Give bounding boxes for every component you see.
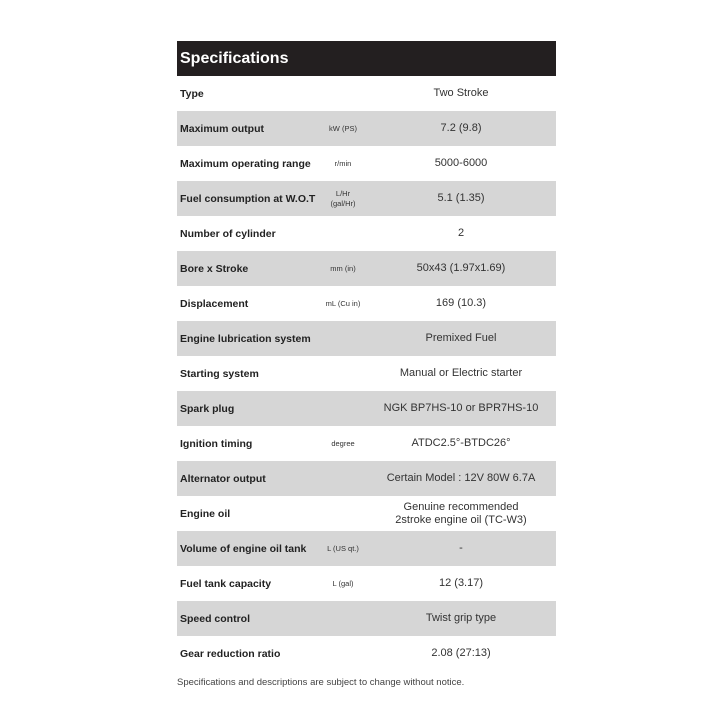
spec-label: Fuel tank capacity [180,577,272,590]
spec-row [177,356,556,391]
spec-unit [312,461,374,496]
spec-row [177,391,556,426]
spec-label: Displacement [180,297,249,310]
spec-unit [312,636,374,671]
spec-unit [312,391,374,426]
spec-row [177,76,556,111]
spec-row [177,181,556,216]
spec-value: 50x43 (1.97x1.69) [416,262,506,274]
spec-unit: kW (PS) [329,123,357,133]
spec-value: 5000-6000 [434,157,488,169]
spec-row [177,286,556,321]
spec-value: Genuine recommended 2stroke engine oil (TC-W3) [395,500,527,526]
spec-label: Gear reduction ratio [180,647,281,660]
spec-value: - [459,542,463,554]
spec-label: Speed control [180,612,251,625]
spec-label: Type [180,87,204,100]
spec-value: Certain Model : 12V 80W 6.7A [386,472,536,484]
spec-unit: mm (in) [330,263,356,273]
spec-label: Starting system [180,367,259,380]
spec-row [177,111,556,146]
spec-value: 7.2 (9.8) [440,122,482,134]
spec-row [177,216,556,251]
spec-value: Two Stroke [433,87,489,99]
spec-label: Ignition timing [180,437,253,450]
spec-value: 5.1 (1.35) [437,192,485,204]
spec-value: Twist grip type [425,612,497,624]
disclaimer-note: Specifications and descriptions are subject to change without notice. [177,677,465,688]
spec-unit [312,216,374,251]
spec-unit: mL (Cu in) [325,298,361,308]
spec-row [177,321,556,356]
spec-label: Spark plug [180,402,235,415]
spec-value: 12 (3.17) [438,577,484,589]
spec-label: Maximum operating range [180,157,311,170]
spec-unit [312,356,374,391]
spec-unit: L (gal) [332,578,354,588]
spec-value: 2 [457,227,465,239]
spec-label: Maximum output [180,122,264,135]
spec-unit: L (US qt.) [327,543,359,553]
spec-label: Volume of engine oil tank [180,542,307,555]
spec-unit [312,76,374,111]
spec-unit: L/Hr (gal/Hr) [330,188,356,208]
spec-row [177,636,556,671]
spec-value: NGK BP7HS-10 or BPR7HS-10 [383,402,539,414]
spec-label: Number of cylinder [180,227,276,240]
spec-row [177,146,556,181]
specifications-table [177,41,556,671]
spec-value: 169 (10.3) [435,297,487,309]
spec-unit [312,321,374,356]
spec-label: Fuel consumption at W.O.T [180,192,316,205]
spec-row [177,461,556,496]
spec-value: 2.08 (27:13) [431,647,491,659]
spec-label: Alternator output [180,472,266,485]
spec-value: ATDC2.5°-BTDC26° [411,437,511,449]
spec-value: Premixed Fuel [425,332,497,344]
spec-row [177,601,556,636]
spec-label: Engine lubrication system [180,332,311,345]
spec-row [177,496,556,531]
spec-row [177,251,556,286]
spec-label: Bore x Stroke [180,262,249,275]
spec-row [177,531,556,566]
spec-row [177,426,556,461]
spec-unit: degree [331,438,355,448]
spec-unit [312,601,374,636]
spec-rows [177,76,556,671]
table-title: Specifications [177,41,556,76]
spec-value: Manual or Electric starter [399,367,523,379]
spec-unit: r/min [334,158,352,168]
spec-unit [312,496,374,531]
spec-label: Engine oil [180,507,231,520]
spec-row [177,566,556,601]
